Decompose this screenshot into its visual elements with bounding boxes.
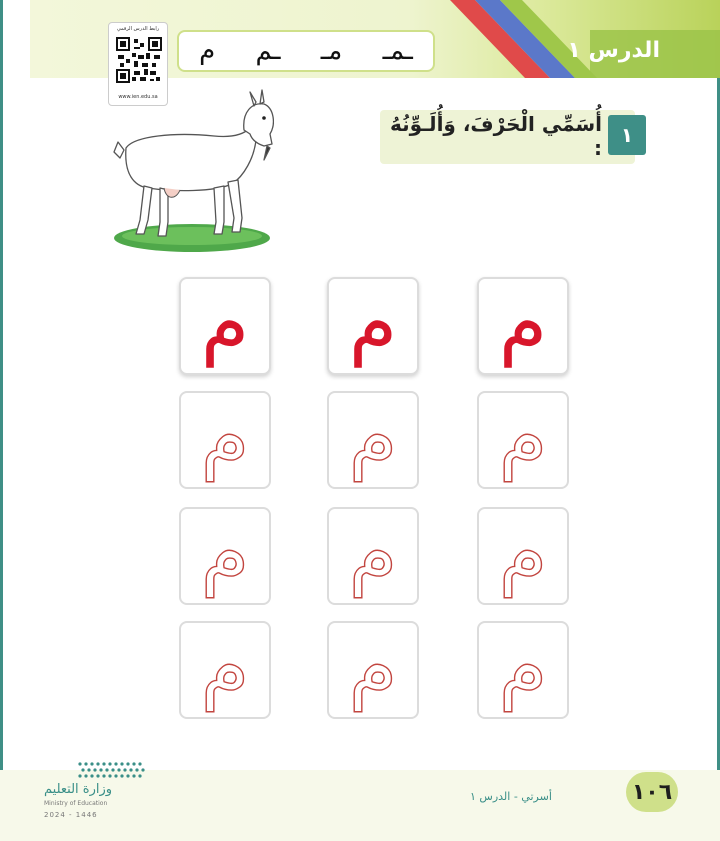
goat-illustration [104,88,274,258]
letter-cell-outline[interactable] [477,507,569,605]
ministry-name-en: Ministry of Education [44,800,108,807]
ministry-logo-icon [76,758,148,782]
edition-year: 2024 - 1446 [44,811,98,819]
letter-outline: م [348,622,398,712]
letter-outline: م [200,622,250,712]
page-edge-left [0,0,3,841]
letter-cell-outline[interactable] [179,507,271,605]
qr-code-icon [116,37,162,83]
letter-cell-outline[interactable] [327,621,419,719]
letter-cell-outline[interactable] [477,391,569,489]
letter-cell-solid [477,277,569,375]
qr-url: www.ien.edu.sa [118,94,158,100]
letter-forms-box [177,30,435,72]
letter-form-isolated: م [199,36,216,66]
letter-outline: م [200,392,250,482]
letter-outline: م [498,392,548,482]
letter-glyph: م [348,278,398,368]
letter-outline: م [200,508,250,598]
letter-glyph: م [200,278,250,368]
letter-glyph: م [498,278,548,368]
letter-cell-outline[interactable] [327,391,419,489]
page-number: ١٠٦ [626,772,678,812]
letter-outline: م [348,508,398,598]
letter-cell-solid [179,277,271,375]
letter-outline: م [348,392,398,482]
letter-form-medial: مـ [320,36,343,66]
instruction-text: أُسَمِّي الْحَرْفَ، وَأُلَـوِّنُهُ : [390,112,602,160]
letter-form-initial: ـمـ [382,36,413,66]
ministry-name-ar: وزارة التعليم [44,782,113,797]
letter-cell-outline[interactable] [179,391,271,489]
lesson-title: الدرس ١ [567,38,660,63]
footer-caption: أسرتي - الدرس ١ [470,790,552,803]
letter-cell-outline[interactable] [179,621,271,719]
letter-cell-solid [327,277,419,375]
letter-form-final: ـم [255,36,281,66]
qr-caption: رابط الدرس الرقمي [116,26,160,32]
instruction-number: ١ [608,115,646,155]
letter-outline: م [498,622,548,712]
letter-cell-outline[interactable] [327,507,419,605]
letter-outline: م [498,508,548,598]
letter-cell-outline[interactable] [477,621,569,719]
